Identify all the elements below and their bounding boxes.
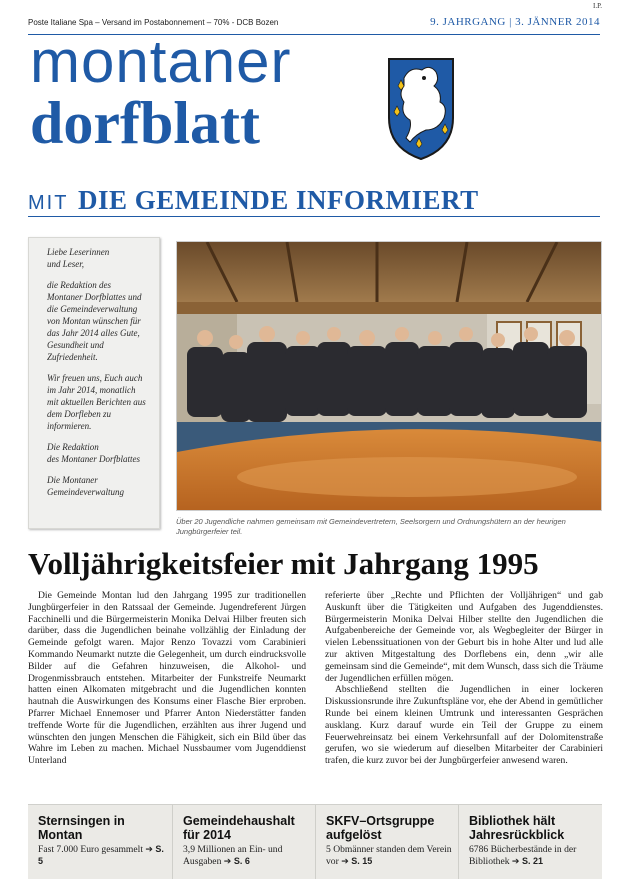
article-paragraph-3: Abschließend stellten die Jugendlichen in einer lockeren Diskussionsrunde ihre Zukunftspläne vor, ehe der Abend in gemütlicher Runde bei einem kleinen Umtrunk und interessanten Gesprächen ausklang. Kurz darauf wurde ein Teil der Gruppe zu einem Feuerwehreinsatz bei einem Verkehrsunfall auf der Dolomitenstraße gerufen, wo sie wiederum auf dieselben Mitarbeiter der Carabinieri trafen, die kurz zuvor bei der Jungbürgerfeier anwesend waren.: [325, 684, 603, 767]
editorial-letter: [28, 237, 160, 529]
letter-paragraph-2: Wir freuen uns, Euch auch im Jahr 2014, monatlich mit aktuellen Berichten aus dem Dorfleben zu informieren.: [47, 373, 146, 431]
letter-signature-1a: Die Redaktion: [47, 442, 99, 452]
letter-greeting-1: Liebe Leserinnen: [47, 247, 110, 257]
coat-of-arms-lion-icon: [386, 56, 456, 162]
section-header: [28, 184, 600, 217]
teaser-page-ref[interactable]: ➔ S. 15: [341, 855, 373, 866]
letter-greeting-2: und Leser,: [47, 259, 85, 269]
letter-signature-2a: Die Montaner: [47, 475, 98, 485]
teaser-bibliothek[interactable]: [458, 805, 602, 879]
teaser-page-ref[interactable]: ➔ S. 6: [223, 855, 250, 866]
photo-caption: Über 20 Jugendliche nahmen gemeinsam mit Gemeindevertretern, Seelsorgern und Ordnungshütern an der heurigen Jungbürgerfeier teil.: [176, 517, 566, 536]
masthead-dorfblatt: dorfblatt: [30, 90, 260, 156]
teaser-text: 3,9 Millionen an Ein- und Ausgaben: [183, 844, 283, 867]
teaser-sternsingen[interactable]: [28, 805, 172, 879]
masthead-montaner: montaner: [30, 28, 292, 95]
article-paragraph-1: Die Gemeinde Montan lud den Jahrgang 1995 zur traditionellen Jungbürgerfeier in den Ratssaal der Gemeinde. Jugendreferent Jürgen Facchinelli und die Bürgermeisterin Monika Delvai Hilber freuten sich darüber, dass die Jugendlichen beinahe vollzählig der Einladung der Gemeinde gefolgt waren. Major Renzo Tovazzi vom Carabinieri Kommando Neumarkt nutzte die Gelegenheit, um durch eindrucksvolle Bilder auf die Gefahren hinzuweisen, die Alkohol- und Drogenmissbrauch entstehen. Mitarbeiter der Funkstreife Neumarkt hatten einen Alkomaten mitgebracht und die Jugendlichen konnten hautnah die Auswirkungen des Konsums einer Flasche Bier erproben. Pfarrer Michael Ennemoser und Pfarrer Anton Niederstätter fanden treffende Worte für die Jugendlichen, erzählten aus ihrer Jugend und wünschten den jungen Menschen die Fähigkeit, sich ein Bild über das Wahre im Leben zu machen. Michael Nussbaumer vom Jugenddienst Unterland: [28, 590, 306, 767]
section-header-mit: MIT: [28, 192, 69, 214]
letter-signature-2b: Gemeindeverwaltung: [47, 487, 124, 497]
teaser-title: Sternsingen in Montan: [38, 814, 125, 842]
teaser-bar: [28, 804, 602, 879]
article-paragraph-2: referierte über „Rechte und Pflichten der Volljährigen“ und gab Auskunft über die Tätigkeiten und Aufgaben des Jugenddienstes. Bürgermeisterin Monika Delvai Hilber stellte den Jugendlichen die Aufgabenbereiche der Gemeinde vor, als Wegbegleiter der Bürger in vielen Lebenssituationen von der Geburt bis in hohe Alter und lud alle zur aktiven Mitgestaltung des Dorflebens ein, denn „wir alle gemeinsam sind die Gemeinde“, mit dem Wunsch, dass sich die Träume der Jugendlichen erfüllen mögen.: [325, 590, 603, 684]
issue-info: 9. JAHRGANG | 3. JÄNNER 2014: [430, 16, 600, 28]
letter-paragraph-1: die Redaktion des Montaner Dorfblattes und die Gemeindeverwaltung von Montan wünschen für das Jahr 2014 alles Gute, Gesundheit und Zufriedenheit.: [47, 280, 142, 362]
teaser-text: Fast 7.000 Euro gesammelt: [38, 844, 143, 855]
teaser-title: Bibliothek hält Jahresrückblick: [469, 814, 565, 842]
teaser-text: 6786 Bücherbestände in der Bibliothek: [469, 844, 577, 867]
group-photo: [176, 241, 602, 511]
ip-mark: I.P.: [593, 2, 602, 10]
postal-notice: Poste Italiane Spa – Versand im Postabonnement – 70% - DCB Bozen: [28, 18, 279, 27]
teaser-page-ref[interactable]: ➔ S. 21: [511, 855, 543, 866]
article-column-1: [28, 590, 306, 767]
article-column-2: [325, 590, 603, 767]
article-headline: Volljährigkeitsfeier mit Jahrgang 1995: [28, 546, 539, 581]
teaser-title: Gemeindehaushalt für 2014: [183, 814, 295, 842]
teaser-skfv[interactable]: [315, 805, 458, 879]
teaser-title: SKFV–Ortsgruppe aufgelöst: [326, 814, 435, 842]
letter-signature-1b: des Montaner Dorfblattes: [47, 454, 140, 464]
teaser-page-ref[interactable]: ➔ S. 5: [38, 844, 164, 866]
teaser-gemeindehaushalt[interactable]: [172, 805, 315, 879]
teaser-text: 5 Obmänner standen dem Verein vor: [326, 844, 452, 867]
section-header-title: DIE GEMEINDE INFORMIERT: [78, 185, 479, 215]
